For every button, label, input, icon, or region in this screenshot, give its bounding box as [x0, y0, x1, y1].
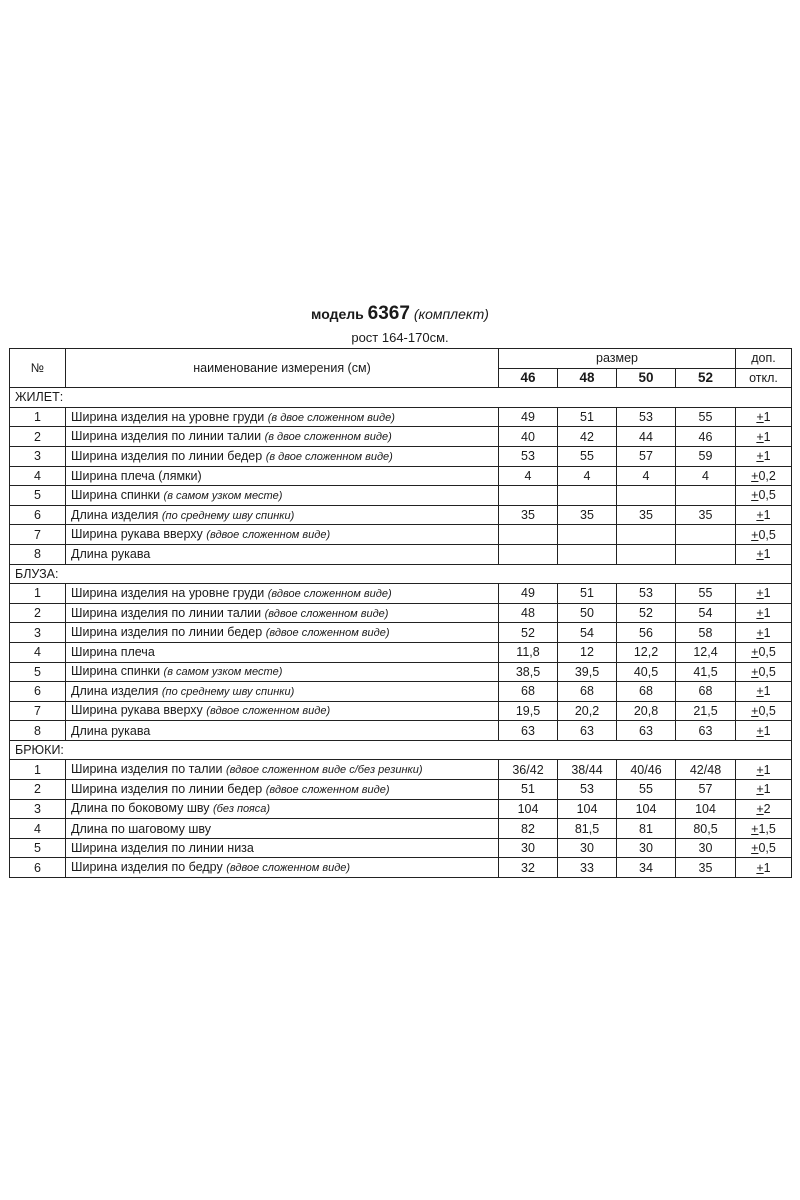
measurement-name-cell: [66, 662, 499, 682]
size-value: 35: [676, 505, 736, 525]
tolerance-cell: [736, 760, 792, 780]
tolerance-cell: [736, 838, 792, 858]
tolerance-cell: [736, 819, 792, 839]
plus-minus-sign: +: [756, 606, 764, 621]
size-header: 46: [499, 368, 558, 388]
size-value: 20,2: [558, 701, 617, 721]
size-value: 12,4: [676, 642, 736, 662]
size-value: [558, 544, 617, 564]
tolerance-cell: [736, 623, 792, 643]
tolerance-value: 0,5: [758, 488, 776, 503]
table-row: [10, 505, 792, 525]
table-row: [10, 466, 792, 486]
size-value: 49: [499, 407, 558, 427]
tolerance-value: 0,5: [758, 703, 776, 718]
measurement-name: Ширина изделия на уровне груди: [71, 409, 265, 424]
size-value: 58: [676, 623, 736, 643]
size-value: 33: [558, 858, 617, 878]
tolerance-value: 0,5: [758, 841, 776, 856]
measurement-name: Ширина плеча (лямки): [71, 468, 202, 483]
row-number: 3: [10, 799, 66, 819]
tolerance-value: 1: [763, 860, 771, 875]
size-value: 20,8: [617, 701, 676, 721]
size-value: 35: [676, 858, 736, 878]
size-value: 4: [499, 466, 558, 486]
size-value: 68: [676, 682, 736, 702]
measurement-note: (вдвое сложенном виде): [264, 607, 389, 620]
table-row: [10, 780, 792, 800]
row-number: 1: [10, 760, 66, 780]
measurement-name: Ширина изделия по линии бедер: [71, 448, 263, 463]
measurement-name: Длина изделия: [71, 683, 159, 698]
size-value: 35: [499, 505, 558, 525]
size-value: 30: [558, 838, 617, 858]
measurement-name-cell: [66, 505, 499, 525]
table-row: [10, 799, 792, 819]
measurement-name-cell: [66, 544, 499, 564]
measurement-note: (по среднему шву спинки): [161, 685, 295, 698]
size-value: 12: [558, 642, 617, 662]
measurement-name-cell: [66, 525, 499, 545]
tolerance-value: 1: [763, 429, 771, 444]
measurement-note: (вдвое сложенном виде): [206, 529, 331, 542]
table-row: [10, 584, 792, 604]
tolerance-cell: [736, 427, 792, 447]
size-value: 4: [676, 466, 736, 486]
measurement-note: (вдвое сложенном виде): [267, 587, 392, 600]
size-value: 68: [617, 682, 676, 702]
tolerance-value: 1: [763, 586, 771, 601]
table-row: [10, 858, 792, 878]
tolerance-cell: [736, 780, 792, 800]
tolerance-value: 1: [763, 762, 771, 777]
size-value: [617, 486, 676, 506]
measurement-table: [9, 348, 792, 878]
size-value: 11,8: [499, 642, 558, 662]
tolerance-cell: [736, 662, 792, 682]
size-value: 104: [499, 799, 558, 819]
size-value: 41,5: [676, 662, 736, 682]
row-number: 1: [10, 407, 66, 427]
measurement-name: Ширина изделия по линии низа: [71, 841, 254, 856]
table-row: [10, 721, 792, 741]
measurement-name: Ширина изделия по бедру: [71, 860, 223, 875]
size-value: 4: [558, 466, 617, 486]
size-value: 53: [499, 446, 558, 466]
size-header: 50: [617, 368, 676, 388]
measurement-name-cell: [66, 603, 499, 623]
tolerance-value: 0,5: [758, 527, 776, 542]
size-value: [676, 486, 736, 506]
row-number: 4: [10, 466, 66, 486]
plus-minus-sign: +: [756, 762, 764, 777]
col-tol-header-line1: доп.: [736, 349, 792, 369]
size-value: 53: [617, 584, 676, 604]
measurement-note: (по среднему шву спинки): [161, 509, 295, 522]
plus-minus-sign: +: [751, 821, 759, 836]
row-number: 3: [10, 446, 66, 466]
size-header: 52: [676, 368, 736, 388]
table-row: [10, 701, 792, 721]
size-value: 57: [617, 446, 676, 466]
size-value: 51: [499, 780, 558, 800]
tolerance-value: 1: [763, 547, 771, 562]
model-label: модель: [311, 306, 364, 322]
size-value: 52: [499, 623, 558, 643]
size-value: 54: [558, 623, 617, 643]
tolerance-value: 2: [763, 801, 771, 816]
plus-minus-sign: +: [756, 625, 764, 640]
size-value: 38,5: [499, 662, 558, 682]
tolerance-cell: [736, 642, 792, 662]
measurement-name-cell: [66, 780, 499, 800]
measurement-name: Ширина спинки: [71, 664, 161, 679]
size-value: 68: [499, 682, 558, 702]
row-number: 2: [10, 603, 66, 623]
measurement-name: Ширина плеча: [71, 645, 155, 660]
measurement-name: Ширина изделия по линии бедер: [71, 781, 263, 796]
measurement-name-cell: [66, 701, 499, 721]
tolerance-cell: [736, 682, 792, 702]
size-value: 51: [558, 584, 617, 604]
table-row: [10, 662, 792, 682]
size-value: [617, 525, 676, 545]
tolerance-cell: [736, 505, 792, 525]
row-number: 2: [10, 427, 66, 447]
measurement-name-cell: [66, 819, 499, 839]
table-row: [10, 446, 792, 466]
size-value: 39,5: [558, 662, 617, 682]
plus-minus-sign: +: [751, 645, 759, 660]
size-value: 63: [617, 721, 676, 741]
size-value: 42/48: [676, 760, 736, 780]
size-value: 35: [617, 505, 676, 525]
tolerance-cell: [736, 446, 792, 466]
tolerance-cell: [736, 603, 792, 623]
section-title: БРЮКИ:: [10, 740, 792, 760]
size-value: [558, 525, 617, 545]
size-value: 30: [617, 838, 676, 858]
measurement-name: Ширина изделия по талии: [71, 762, 223, 777]
tolerance-value: 1: [763, 723, 771, 738]
table-row: [10, 682, 792, 702]
size-value: 48: [499, 603, 558, 623]
size-value: 59: [676, 446, 736, 466]
tolerance-value: 1: [763, 684, 771, 699]
measurement-name: Длина рукава: [71, 723, 151, 738]
tolerance-cell: [736, 525, 792, 545]
measurement-name: Ширина изделия по линии талии: [71, 605, 262, 620]
size-value: 46: [676, 427, 736, 447]
measurement-note: (в самом узком месте): [163, 666, 283, 679]
tolerance-value: 1: [763, 782, 771, 797]
size-value: 55: [676, 584, 736, 604]
section-title: ЖИЛЕТ:: [10, 388, 792, 408]
plus-minus-sign: +: [756, 860, 764, 875]
tolerance-value: 1: [763, 508, 771, 523]
tolerance-cell: [736, 466, 792, 486]
measurement-name: Длина по боковому шву: [71, 801, 210, 816]
tolerance-value: 1: [763, 606, 771, 621]
table-body: [10, 388, 792, 878]
plus-minus-sign: +: [751, 488, 759, 503]
row-number: 7: [10, 525, 66, 545]
size-value: 34: [617, 858, 676, 878]
height-note: рост 164-170см.: [351, 330, 449, 345]
row-number: 3: [10, 623, 66, 643]
plus-minus-sign: +: [751, 468, 759, 483]
table-row: [10, 427, 792, 447]
row-number: 5: [10, 662, 66, 682]
size-value: 104: [676, 799, 736, 819]
plus-minus-sign: +: [751, 664, 759, 679]
size-value: 40,5: [617, 662, 676, 682]
tolerance-cell: [736, 858, 792, 878]
size-value: 4: [617, 466, 676, 486]
plus-minus-sign: +: [756, 801, 764, 816]
row-number: 7: [10, 701, 66, 721]
row-number: 6: [10, 858, 66, 878]
tolerance-cell: [736, 544, 792, 564]
table-row: [10, 603, 792, 623]
measurement-note: (в самом узком месте): [163, 489, 283, 502]
plus-minus-sign: +: [756, 410, 764, 425]
measurement-name: Ширина спинки: [71, 487, 161, 502]
size-value: 104: [617, 799, 676, 819]
tolerance-cell: [736, 584, 792, 604]
measurement-name-cell: [66, 838, 499, 858]
size-value: 82: [499, 819, 558, 839]
row-number: 4: [10, 819, 66, 839]
size-value: 51: [558, 407, 617, 427]
size-value: 52: [617, 603, 676, 623]
measurement-note: (в двое сложенном виде): [265, 450, 393, 463]
tolerance-value: 0,5: [758, 645, 776, 660]
measurement-name: Ширина рукава вверху: [71, 527, 203, 542]
col-name-header: наименование измерения (см): [66, 349, 499, 388]
measurement-name-cell: [66, 799, 499, 819]
plus-minus-sign: +: [756, 547, 764, 562]
size-value: 80,5: [676, 819, 736, 839]
size-value: 49: [499, 584, 558, 604]
measurement-name-cell: [66, 584, 499, 604]
measurement-name: Ширина рукава вверху: [71, 703, 203, 718]
measurement-name-cell: [66, 623, 499, 643]
measurement-note: (в двое сложенном виде): [264, 431, 392, 444]
size-value: 38/44: [558, 760, 617, 780]
section-title: БЛУЗА:: [10, 564, 792, 584]
plus-minus-sign: +: [751, 703, 759, 718]
plus-minus-sign: +: [756, 449, 764, 464]
measurement-name: Ширина изделия по линии талии: [71, 429, 262, 444]
measurement-name-cell: [66, 682, 499, 702]
col-size-header: размер: [499, 349, 736, 369]
document-title: [0, 304, 800, 324]
tolerance-value: 0,5: [758, 664, 776, 679]
model-number: 6367: [367, 303, 410, 324]
measurement-name: Длина по шаговому шву: [71, 821, 212, 836]
size-value: 63: [676, 721, 736, 741]
table-row: [10, 623, 792, 643]
table-row: [10, 525, 792, 545]
size-value: 50: [558, 603, 617, 623]
size-header: 48: [558, 368, 617, 388]
tolerance-cell: [736, 701, 792, 721]
size-value: 68: [558, 682, 617, 702]
size-value: 44: [617, 427, 676, 447]
size-value: 32: [499, 858, 558, 878]
measurement-note: (вдвое сложенном виде): [226, 862, 351, 875]
plus-minus-sign: +: [756, 508, 764, 523]
size-value: [499, 525, 558, 545]
size-value: 30: [499, 838, 558, 858]
size-value: 21,5: [676, 701, 736, 721]
size-value: [617, 544, 676, 564]
size-value: [676, 525, 736, 545]
size-value: 53: [558, 780, 617, 800]
size-value: 56: [617, 623, 676, 643]
measurement-name-cell: [66, 858, 499, 878]
measurement-name-cell: [66, 721, 499, 741]
tolerance-cell: [736, 799, 792, 819]
set-label: (комплект): [413, 306, 489, 322]
size-value: [499, 486, 558, 506]
row-number: 6: [10, 682, 66, 702]
table-row: [10, 760, 792, 780]
measurement-name-cell: [66, 760, 499, 780]
measurement-name-cell: [66, 642, 499, 662]
plus-minus-sign: +: [756, 429, 764, 444]
row-number: 6: [10, 505, 66, 525]
measurement-note: (без пояса): [212, 803, 271, 816]
row-number: 2: [10, 780, 66, 800]
table-row: [10, 819, 792, 839]
size-value: 63: [558, 721, 617, 741]
row-number: 8: [10, 721, 66, 741]
measurement-note: (вдвое сложенном виде): [206, 705, 331, 718]
size-value: 104: [558, 799, 617, 819]
measurement-name: Длина рукава: [71, 547, 151, 562]
size-value: 57: [676, 780, 736, 800]
size-value: 55: [676, 407, 736, 427]
size-value: [676, 544, 736, 564]
table-row: [10, 642, 792, 662]
size-value: 40: [499, 427, 558, 447]
size-value: 35: [558, 505, 617, 525]
size-value: 30: [676, 838, 736, 858]
size-value: 19,5: [499, 701, 558, 721]
size-value: 53: [617, 407, 676, 427]
size-value: 55: [558, 446, 617, 466]
tolerance-cell: [736, 407, 792, 427]
size-value: 40/46: [617, 760, 676, 780]
size-value: 54: [676, 603, 736, 623]
tolerance-value: 1,5: [758, 821, 776, 836]
measurement-note: (в двое сложенном виде): [267, 411, 395, 424]
col-num-header: №: [10, 349, 66, 388]
size-value: 42: [558, 427, 617, 447]
section-row: [10, 388, 792, 408]
row-number: 8: [10, 544, 66, 564]
plus-minus-sign: +: [756, 586, 764, 601]
table-row: [10, 838, 792, 858]
tolerance-value: 1: [763, 625, 771, 640]
measurement-name-cell: [66, 427, 499, 447]
measurement-note: (вдвое сложенном виде с/без резинки): [225, 764, 423, 777]
section-row: [10, 564, 792, 584]
header-row: [10, 349, 792, 369]
table-row: [10, 407, 792, 427]
tolerance-value: 1: [763, 449, 771, 464]
size-value: [499, 544, 558, 564]
measurement-name: Ширина изделия на уровне груди: [71, 585, 265, 600]
size-value: 12,2: [617, 642, 676, 662]
size-value: [558, 486, 617, 506]
row-number: 4: [10, 642, 66, 662]
plus-minus-sign: +: [756, 684, 764, 699]
tolerance-cell: [736, 486, 792, 506]
col-tol-header-line2: откл.: [736, 368, 792, 388]
table-row: [10, 544, 792, 564]
row-number: 5: [10, 486, 66, 506]
row-number: 1: [10, 584, 66, 604]
plus-minus-sign: +: [751, 527, 759, 542]
table-row: [10, 486, 792, 506]
measurement-name-cell: [66, 466, 499, 486]
plus-minus-sign: +: [751, 841, 759, 856]
size-value: 81,5: [558, 819, 617, 839]
section-row: [10, 740, 792, 760]
measurement-note: (вдвое сложенном виде): [265, 627, 390, 640]
row-number: 5: [10, 838, 66, 858]
size-value: 55: [617, 780, 676, 800]
plus-minus-sign: +: [756, 782, 764, 797]
measurement-name: Длина изделия: [71, 507, 159, 522]
size-value: 36/42: [499, 760, 558, 780]
plus-minus-sign: +: [756, 723, 764, 738]
size-value: 63: [499, 721, 558, 741]
measurement-note: (вдвое сложенном виде): [265, 783, 390, 796]
tolerance-value: 0,2: [758, 468, 776, 483]
tolerance-cell: [736, 721, 792, 741]
size-value: 81: [617, 819, 676, 839]
measurement-name-cell: [66, 407, 499, 427]
measurement-name-cell: [66, 486, 499, 506]
tolerance-value: 1: [763, 410, 771, 425]
measurement-name-cell: [66, 446, 499, 466]
measurement-name: Ширина изделия по линии бедер: [71, 625, 263, 640]
